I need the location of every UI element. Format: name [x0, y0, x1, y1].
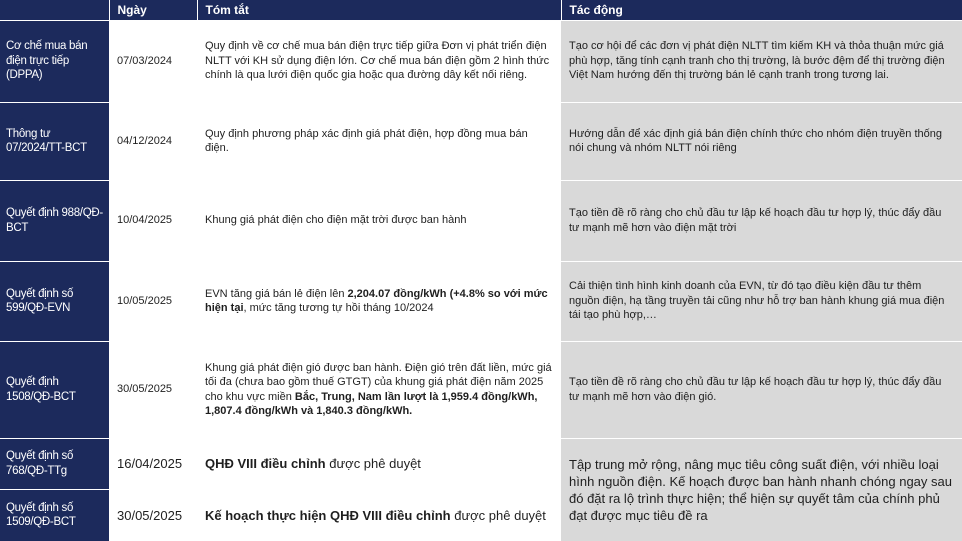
- summary-highlight: QHĐ VIII điều chỉnh: [205, 456, 326, 471]
- summary-highlight: Bắc, Trung, Nam lần lượt là 1,959.4 đồng/kWh, 1,807.4 đồng/kWh và 1,840.3 đồng/kWh.: [205, 390, 538, 417]
- row-name: Quyết định 1508/QĐ-BCT: [0, 341, 109, 438]
- row-summary: [197, 489, 561, 541]
- row-impact: Cải thiện tình hình kinh doanh của EVN, từ đó tạo điều kiện đầu tư thêm nguồn điện, hạ tầng truyền tải cũng như hỗ trợ ban hành khung giá mua điện tái tạo phù hợp,…: [561, 261, 962, 341]
- row-impact: Tạo cơ hội để các đơn vị phát điện NLTT tìm kiếm KH và thỏa thuận mức giá phù hợp, tăng tính cạnh tranh cho thị trường, là bước đệm để thị trường điện Việt Nam hướng đến thị trường bán lẻ cạnh tranh trong tương lai.: [561, 20, 962, 102]
- row-summary: Khung giá phát điện cho điện mặt trời được ban hành: [197, 180, 561, 261]
- row-name: Thông tư 07/2024/TT-BCT: [0, 102, 109, 180]
- row-name: Quyết định 988/QĐ-BCT: [0, 180, 109, 261]
- row-impact: Tập trung mở rộng, nâng mục tiêu công suất điện, với nhiều loại hình nguồn điện. Kế hoạch được ban hành nhanh chóng ngay sau đó đặt ra lộ trình thực hiện; thể hiện sự quyết tâm của chính phủ đạt được mục tiêu đề ra: [561, 438, 962, 541]
- summary-text-end: được phê duyệt: [325, 456, 421, 471]
- header-summary: Tóm tắt: [197, 0, 561, 20]
- row-summary: [197, 438, 561, 489]
- header-impact: Tác động: [561, 0, 962, 20]
- summary-text-end: được phê duyệt: [450, 507, 546, 523]
- row-date: 30/05/2025: [109, 341, 197, 438]
- summary-highlight: 2,204.07 đồng/kWh (+4.8% so với mức hiện tại: [205, 287, 548, 314]
- header-row: [0, 0, 962, 20]
- row-summary: [197, 341, 561, 438]
- summary-text: EVN tăng giá bán lẻ điện lên: [205, 287, 348, 300]
- table-row: [0, 438, 962, 489]
- row-date: 16/04/2025: [109, 438, 197, 489]
- header-date: Ngày: [109, 0, 197, 20]
- table-row: [0, 20, 962, 102]
- header-name: [0, 0, 109, 20]
- row-impact: Tạo tiền đề rõ ràng cho chủ đầu tư lập kế hoạch đầu tư hợp lý, thúc đẩy đầu tư mạnh mẽ hơn vào điện gió.: [561, 341, 962, 438]
- table-row: [0, 341, 962, 438]
- row-date: 07/03/2024: [109, 20, 197, 102]
- row-summary: Quy định về cơ chế mua bán điện trực tiếp giữa Đơn vị phát triển điện NLTT với KH sử dụng điện lớn. Cơ chế mua bán điện gồm 2 hình thức chính là qua lưới điện quốc gia hoặc qua đường dây kết nối riêng.: [197, 20, 561, 102]
- row-name: Cơ chế mua bán điện trực tiếp (DPPA): [0, 20, 109, 102]
- summary-highlight: Kế hoạch thực hiện QHĐ VIII điều chỉnh: [205, 507, 451, 523]
- row-date: 30/05/2025: [109, 489, 197, 541]
- row-date: 10/05/2025: [109, 261, 197, 341]
- row-summary: Quy định phương pháp xác định giá phát điện, hợp đồng mua bán điện.: [197, 102, 561, 180]
- row-summary: [197, 261, 561, 341]
- row-name: Quyết định số 1509/QĐ-BCT: [0, 489, 109, 541]
- table-row: [0, 180, 962, 261]
- row-date: 04/12/2024: [109, 102, 197, 180]
- summary-text-end: , mức tăng tương tự hồi tháng 10/2024: [243, 302, 434, 314]
- table-row: [0, 102, 962, 180]
- row-date: 10/04/2025: [109, 180, 197, 261]
- row-name: Quyết định số 599/QĐ-EVN: [0, 261, 109, 341]
- row-impact: Tạo tiền đề rõ ràng cho chủ đầu tư lập kế hoạch đầu tư hợp lý, thúc đẩy đầu tư mạnh mẽ hơn vào điện mặt trời: [561, 180, 962, 261]
- summary-text: Khung giá phát điện gió được ban hành. Điện gió trên đất liền, mức giá tối đa (chưa bao gồm thuế GTGT) của khung giá phát điện năm 2025 cho khu vực miền: [205, 361, 552, 403]
- row-impact: Hướng dẫn để xác định giá bán điện chính thức cho nhóm điện truyền thống nói chung và nhóm NLTT nói riêng: [561, 102, 962, 180]
- row-name: Quyết định số 768/QĐ-TTg: [0, 438, 109, 489]
- table-row: [0, 261, 962, 341]
